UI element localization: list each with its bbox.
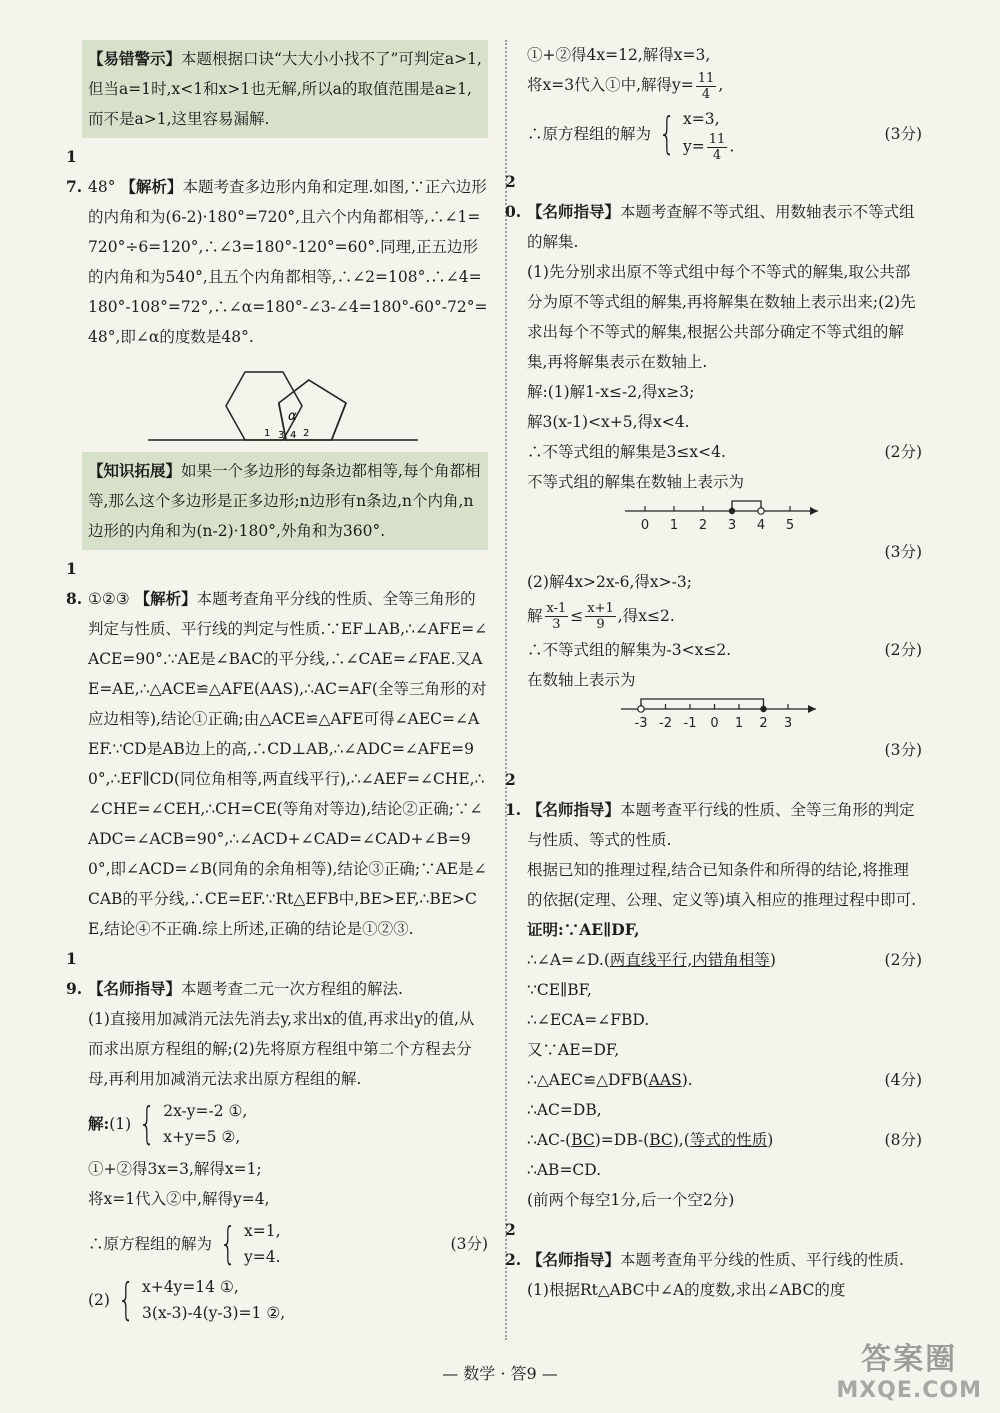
solution-bracket	[732, 501, 761, 511]
q19-tag: 【名师指导】	[88, 979, 182, 998]
q21-p1-post: )	[769, 950, 776, 969]
knowledge-box	[82, 452, 488, 550]
left-column	[66, 40, 488, 1330]
q20-number: 20.	[505, 171, 522, 221]
fig-label-3: 3	[278, 430, 285, 441]
open-dot	[638, 705, 644, 711]
q19-system-2	[88, 1274, 488, 1326]
tick-label: 0	[640, 517, 650, 533]
q21-p7-b: )=DB-(	[594, 1130, 650, 1149]
q19-system-1	[88, 1098, 488, 1150]
r-ans-row2: y= $\frac{11}{4}$ .	[683, 131, 735, 163]
frac-den: 4	[712, 147, 722, 163]
knowledge-text: 如果一个多边形的每条边都相等,每个角都相等,那么这个多边形是正多边形;n边形有n条边,n个内角,n边形的内角和为(n-2)·180°,外角和为360°.	[88, 462, 481, 540]
q21-p5-blank: AAS	[648, 1070, 682, 1089]
q22-tag: 【名师指导】	[527, 1249, 621, 1269]
q20-score-b: (3分)	[884, 542, 922, 561]
fig-label-2: 2	[303, 428, 310, 439]
solution-bracket	[641, 699, 764, 709]
q20-score-c: (2分)	[884, 640, 922, 659]
q21	[505, 765, 922, 855]
q19-part1: (1)	[109, 1115, 132, 1133]
q21-score-1: (2分)	[884, 950, 922, 969]
q21-p5-pre: ∴△AEC≌△DFB(	[527, 1070, 649, 1089]
warning-tag: 【易错警示】	[88, 49, 182, 68]
le-sign: ≤	[570, 606, 584, 625]
q21-p5-post: ).	[681, 1070, 693, 1089]
q19-line3: ∴原方程组的解为	[88, 1235, 213, 1253]
q20-s3-row	[527, 437, 922, 467]
watermark-logo	[836, 1334, 982, 1403]
watermark-small: MXQE.COM	[836, 1378, 982, 1403]
q20-s8: 在数轴上表示为	[527, 670, 636, 689]
column-divider	[505, 40, 507, 1340]
q21-text: 本题考查平行线的性质、全等三角形的判定与性质、等式的性质.	[527, 800, 915, 849]
q20-score-b-row	[527, 537, 922, 567]
sys1-row1: 2x-y=-2 ①,	[163, 1102, 248, 1120]
q21-p3: ∴∠ECA=∠FBD.	[527, 1010, 650, 1029]
q19-score-1: (3分)	[450, 1235, 488, 1253]
q20-score-d-row	[527, 735, 922, 765]
tick-label: -1	[683, 715, 697, 731]
q21-p4: 又∵AE=DF,	[527, 1040, 620, 1059]
q20-guide: (1)先分别求出原不等式组中每个不等式的解集,取公共部分为原不等式组的解集,再将解集在数轴上表示出来;(2)先求出每个不等式的解集,根据公共部分确定不等式组的解集,再将解集表示在数轴上.	[527, 262, 916, 371]
q19-guide: (1)直接用加减消元法先消去y,求出x的值,再求出y的值,从而求出原方程组的解;(2)先将原方程组中第二个方程去分母,再利用加减消元法求出原方程组的解.	[88, 1010, 475, 1088]
q22-text: 本题考查角平分线的性质、平行线的性质.	[620, 1250, 904, 1269]
sys2-row2: 3(x-3)-4(y-3)=1 ②,	[141, 1304, 286, 1322]
q21-score-3: (8分)	[884, 1130, 922, 1149]
warning-text: 本题根据口诀“大大小小找不了”可判定a>1,但当a=1时,x<1和x>1也无解,所以a的取值范围是a≥1,而不是a>1,这里容易漏解.	[88, 50, 482, 128]
number-line-2	[527, 695, 922, 735]
fig-alpha: α	[288, 409, 297, 424]
q21-p7-c: ),(	[672, 1130, 690, 1149]
brace: {	[658, 108, 676, 159]
q18	[66, 554, 488, 944]
q19-line2: 将x=1代入②中,解得y=4,	[88, 1190, 270, 1208]
q21-p7-d: )	[767, 1130, 774, 1149]
q20-s7: ∴不等式组的解集为-3<x≤2.	[527, 640, 732, 659]
q19-text: 本题考查二元一次方程组的解法.	[181, 980, 403, 998]
tick-label: 0	[710, 715, 719, 731]
r-line2-text: 将x=3代入①中,解得y=	[527, 76, 694, 94]
warning-box	[82, 40, 488, 138]
r-score-1: (3分)	[884, 125, 922, 143]
axis-arrow	[808, 705, 816, 713]
q20-s5: (2)解4x>2x-6,得x>-3;	[527, 572, 692, 591]
q19	[66, 944, 488, 1004]
q20-text: 本题考查解不等式组、用数轴表示不等式组的解集.	[527, 202, 915, 251]
r-line1: ①+②得4x=12,解得x=3,	[527, 46, 711, 64]
q20-s1: 解:(1)解1-x≤-2,得x≥3;	[527, 382, 695, 401]
q17-tag: 【解析】	[120, 177, 183, 196]
tick-label: -2	[659, 715, 672, 731]
polygon-figure	[88, 358, 488, 448]
q20-score-d: (3分)	[884, 740, 922, 759]
brace: {	[219, 1218, 237, 1269]
q20-s6-pre: 解	[527, 606, 543, 625]
q21-p5	[527, 1065, 693, 1095]
frac-num: 11	[708, 131, 726, 147]
q21-number: 21.	[505, 769, 522, 819]
ans1-row2: y=4.	[244, 1248, 281, 1266]
q21-p2: ∵CE∥BF,	[527, 980, 592, 999]
q20	[505, 167, 922, 257]
open-dot	[758, 507, 764, 513]
page-footer: — 数学 · 答9 —	[442, 1364, 558, 1383]
q19-part2: (2)	[88, 1291, 110, 1309]
r-ans-row1: x=3,	[683, 109, 720, 128]
q20-s6	[527, 597, 922, 635]
fraction	[707, 132, 728, 163]
brace: {	[138, 1098, 156, 1149]
fraction	[545, 601, 569, 632]
q21-score-2: (4分)	[884, 1070, 922, 1089]
fig-label-1: 1	[264, 428, 271, 439]
q21-p1-pre: ∴∠A=∠D.(	[527, 950, 610, 969]
q21-p8: ∴AB=CD.	[527, 1160, 602, 1179]
right-column	[505, 40, 922, 1305]
r-ans-row2-text: y=	[683, 137, 705, 155]
sys1-row2: x+y=5 ②,	[163, 1128, 241, 1146]
tick-label: 3	[783, 715, 793, 731]
tick-label: 1	[669, 517, 679, 533]
q17	[66, 142, 488, 352]
q20-s6-post: ,得x≤2.	[617, 606, 675, 625]
frac-num: 11	[697, 70, 715, 86]
q21-p0: 证明:∵AE∥DF,	[527, 919, 640, 939]
frac-num: x+1	[587, 601, 614, 616]
ans1-row1: x=1,	[244, 1222, 281, 1240]
knowledge-tag: 【知识拓展】	[88, 461, 182, 480]
q19-answer-1	[88, 1218, 488, 1270]
q20-score-a: (2分)	[884, 442, 922, 461]
q21-guide: 根据已知的推理过程,结合已知条件和所得的结论,将推理的依据(定理、公理、定义等)填入相应的推理过程中即可.	[527, 860, 917, 909]
q22-number: 22.	[505, 1219, 522, 1269]
frac-num: x-1	[546, 601, 567, 616]
tick-label: 1	[734, 715, 744, 731]
q17-text: 本题考查多边形内角和定理.如图,∵正六边形的内角和为(6-2)·180°=720°,且六个内角都相等,∴∠1=720°÷6=120°,∴∠3=180°-120°=60°.同理,正五边形的内角和为540°,且五个内角都相等,∴∠2=108°.∴∠4=180°-108°=72°,∴∠α=180°-∠3-∠4=180°-60°-72°=48°,即∠α的度数是48°.	[88, 178, 488, 346]
q20-s2: 解3(x-1)<x+5,得x<4.	[527, 412, 690, 431]
q21-p7-a: ∴AC-(	[527, 1130, 572, 1149]
frac-den: 4	[701, 86, 711, 102]
r-answer	[527, 106, 922, 163]
brace: {	[117, 1274, 135, 1325]
q21-p1-blank: 两直线平行,内错角相等	[609, 950, 770, 969]
q19-line1: ①+②得3x=3,解得x=1;	[88, 1160, 262, 1178]
q21-tag: 【名师指导】	[527, 799, 621, 819]
q18-text: 本题考查角平分线的性质、全等三角形的判定与性质、平行线的判定与性质.∵EF⊥AB,∴∠AFE=∠ACE=90°.∵AE是∠BAC的平分线,∴∠CAE=∠FAE.又AE=AE,∴△ACE≌△AFE(AAS),∴AC=AF(全等三角形的对应边相等),结论①正确;由△ACE≌△AFE可得∠AEC=∠AEF.∵CD是AB边上的高,∴CD⊥AB,∴∠ADC=∠AFE=90°,∴EF∥CD(同位角相等,两直线平行),∴∠AEF=∠CHE,∴∠CHE=∠CEH,∴CH=CE(等角对等边),结论②正确;∵∠ADC=∠ACB=90°,∴∠ACD+∠CAD=∠CAD+∠B=90°,即∠ACD=∠B(同角的余角相等),结论③正确;∵AE是∠CAB的平分线,∴CE=EF.∵Rt△EFB中,BE>EF,∴BE>CE,结论④不正确.综上所述,正确的结论是①②③.	[88, 590, 488, 938]
closed-dot	[760, 705, 766, 711]
fraction	[696, 71, 717, 102]
number-line-1	[527, 497, 922, 537]
q21-p1-row	[527, 945, 922, 975]
r-line3: ∴原方程组的解为	[527, 125, 652, 143]
q21-p7-blank3: 等式的性质	[689, 1130, 768, 1149]
q21-p7-blank2: BC	[649, 1130, 673, 1149]
q20-s7-row	[527, 635, 922, 665]
frac-den: 9	[596, 617, 605, 632]
axis-arrow	[810, 507, 818, 515]
q22-guide: (1)根据Rt△ABC中∠A的度数,求出∠ABC的度	[527, 1280, 846, 1299]
q21-p6: ∴AC=DB,	[527, 1100, 602, 1119]
q22	[505, 1215, 922, 1275]
q18-number: 18.	[66, 559, 83, 608]
q21-p5-row	[527, 1065, 922, 1095]
closed-dot	[729, 507, 735, 513]
q21-p7	[527, 1125, 773, 1155]
fig-label-4: 4	[290, 430, 297, 441]
tick-label: 4	[756, 517, 766, 533]
tick-label: 2	[698, 517, 708, 533]
q17-answer: 48°	[88, 178, 116, 196]
q20-tag: 【名师指导】	[527, 201, 621, 221]
q20-s3: ∴不等式组的解集是3≤x<4.	[527, 442, 726, 461]
tick-label: 3	[727, 517, 737, 533]
q17-number: 17.	[66, 147, 83, 196]
q19-solution-label: 解:	[88, 1114, 110, 1133]
tick-label: 2	[759, 715, 768, 731]
q21-note: (前两个每空1分,后一个空2分)	[527, 1190, 735, 1209]
fraction	[585, 601, 616, 632]
q21-p7-row	[527, 1125, 922, 1155]
q21-p1	[527, 945, 776, 975]
q19-number: 19.	[66, 949, 83, 998]
tick-label: 5	[785, 517, 795, 533]
sys2-row1: x+4y=14 ①,	[141, 1278, 239, 1296]
q18-tag: 【解析】	[134, 589, 197, 608]
q18-answer: ①②③	[88, 590, 130, 608]
q21-p7-blank1: BC	[571, 1130, 595, 1149]
q20-s4: 不等式组的解集在数轴上表示为	[527, 472, 745, 491]
frac-den: 3	[552, 617, 561, 632]
watermark-big: 答案圈	[861, 1342, 958, 1377]
r-line2: 将x=3代入①中,解得y= $\frac{11}{4}$ ,	[527, 70, 724, 102]
tick-label: -3	[634, 715, 648, 731]
